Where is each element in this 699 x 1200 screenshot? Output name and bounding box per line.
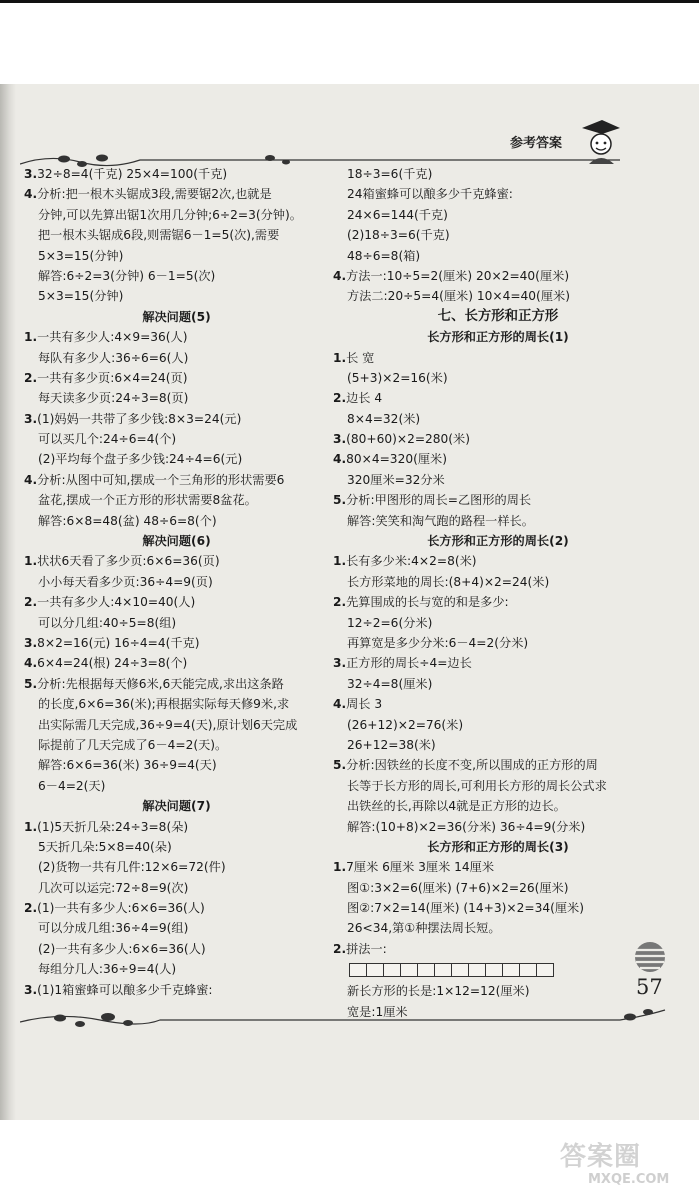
answer-text: 8×2=16(元) 16÷4=4(千克) xyxy=(37,635,200,650)
answer-item xyxy=(24,368,329,388)
answer-item xyxy=(333,939,663,959)
answer-line: 再算宽是多少分米:6－4=2(分米) xyxy=(347,635,529,650)
answer-item xyxy=(24,898,329,918)
item-number: 5. xyxy=(333,758,347,773)
viewer-top-bar xyxy=(0,0,699,84)
section-heading: 长方形和正方形的周长(3) xyxy=(427,839,569,854)
item-number: 4. xyxy=(24,187,38,202)
answer-line: 24箱蜜蜂可以酿多少千克蜂蜜: xyxy=(347,187,513,202)
answer-line: 长等于长方形的周长,可利用长方形的周长公式求 xyxy=(347,778,607,793)
answer-item xyxy=(333,653,663,673)
answer-line: 5×3=15(分钟) xyxy=(38,248,124,263)
item-number: 2. xyxy=(24,901,38,916)
item-number: 1. xyxy=(24,554,38,569)
answer-line: (26+12)×2=76(米) xyxy=(347,717,464,732)
answer-item xyxy=(24,409,329,429)
answer-line: 新长方形的长是:1×12=12(厘米) xyxy=(347,984,530,999)
answer-line: 解答:6÷2=3(分钟) 6－1=5(次) xyxy=(38,268,216,283)
answer-text: 分析:甲图形的周长=乙图形的周长 xyxy=(346,493,532,508)
section-heading: 解决问题(7) xyxy=(142,799,211,814)
item-number: 3. xyxy=(24,635,38,650)
grid-cell xyxy=(366,963,384,977)
scholar-mascot-icon xyxy=(574,118,624,166)
watermark-logo: 答案圈 xyxy=(560,1142,642,1172)
answer-line: 每组分几人:36÷9=4(人) xyxy=(38,962,177,977)
answer-line: (2)货物一共有几件:12×6=72(件) xyxy=(38,860,226,875)
answer-line: 解答:6×8=48(盆) 48÷6=8(个) xyxy=(38,513,217,528)
answer-text: 正方形的周长÷4=边长 xyxy=(346,656,472,671)
answer-text: 分析:从图中可知,摆成一个三角形的形状需要6 xyxy=(37,472,285,487)
stripe-ball-icon xyxy=(628,940,668,974)
answer-text: 方法一:10÷5=2(厘米) 20×2=40(厘米) xyxy=(346,268,570,283)
grid-cell xyxy=(451,963,469,977)
answer-line: 图②:7×2=14(厘米) (14+3)×2=34(厘米) xyxy=(347,901,584,916)
answer-item xyxy=(24,164,329,184)
answer-item xyxy=(24,980,329,1000)
answer-item xyxy=(24,653,329,673)
grid-cell xyxy=(383,963,401,977)
answer-line: 几次可以运完:72÷8=9(次) xyxy=(38,880,189,895)
answer-line: 5天折几朵:5×8=40(朵) xyxy=(38,839,172,854)
answer-line: 320厘米=32分米 xyxy=(347,472,445,487)
item-number: 5. xyxy=(333,493,347,508)
answer-text: 状状6天看了多少页:6×6=36(页) xyxy=(37,554,220,569)
answer-line: 出铁丝的长,再除以4就是正方形的边长。 xyxy=(347,799,566,814)
answer-item xyxy=(333,348,663,368)
answer-line: 分钟,可以先算出锯1次用几分钟;6÷2=3(分钟)。 xyxy=(38,207,302,222)
answer-line: (5+3)×2=16(米) xyxy=(347,370,448,385)
section-heading: 解决问题(5) xyxy=(142,309,211,324)
header-answer-label: 参考答案 xyxy=(510,136,563,151)
answer-line: 方法二:20÷5=4(厘米) 10×4=40(厘米) xyxy=(347,289,570,304)
answer-line: 18÷3=6(千克) xyxy=(347,167,433,181)
item-number: 1. xyxy=(333,860,347,875)
answer-line: 6－4=2(天) xyxy=(38,778,106,793)
item-number: 3. xyxy=(333,432,347,447)
answer-text: 32÷8=4(千克) 25×4=100(千克) xyxy=(37,167,228,181)
answer-item xyxy=(333,388,663,408)
answer-item xyxy=(24,633,329,653)
answer-line: 盆花,摆成一个正方形的形状需要8盆花。 xyxy=(38,493,257,508)
section-heading: 长方形和正方形的周长(1) xyxy=(427,330,569,345)
answer-item xyxy=(333,551,663,571)
answer-text: 分析:把一根木头锯成3段,需要锯2次,也就是 xyxy=(37,187,272,202)
answer-line: 24×6=144(千克) xyxy=(347,207,448,222)
grid-cell xyxy=(417,963,435,977)
grid-diagram xyxy=(349,963,663,977)
answer-text: 一共有多少人:4×9=36(人) xyxy=(37,330,188,345)
grid-cell xyxy=(502,963,520,977)
answer-text: 一共有多少页:6×4=24(页) xyxy=(37,370,188,385)
item-number: 1. xyxy=(24,330,38,345)
answer-line: (2)平均每个盘子多少钱:24÷4=6(元) xyxy=(38,452,243,467)
page-number: 57 xyxy=(636,975,663,999)
answer-item xyxy=(24,674,329,694)
answer-line: 每天读多少页:24÷3=8(页) xyxy=(38,391,189,406)
answer-item xyxy=(24,551,329,571)
answer-text: 边长 4 xyxy=(346,391,383,406)
answer-line: 把一根木头锯成6段,则需锯6－1=5(次),需要 xyxy=(38,228,280,243)
answer-line: 图①:3×2=6(厘米) (7+6)×2=26(厘米) xyxy=(347,880,569,895)
item-number: 1. xyxy=(333,554,347,569)
item-number: 2. xyxy=(24,370,38,385)
item-number: 2. xyxy=(24,595,38,610)
answer-text: 7厘米 6厘米 3厘米 14厘米 xyxy=(346,860,495,875)
item-number: 1. xyxy=(24,819,38,834)
answer-line: 际提前了几天完成了6－4=2(天)。 xyxy=(38,737,228,752)
answer-line: 小小每天看多少页:36÷4=9(页) xyxy=(38,574,213,589)
answer-line: 26+12=38(米) xyxy=(347,737,436,752)
item-number: 1. xyxy=(333,350,347,365)
answer-item xyxy=(24,470,329,490)
grid-cell xyxy=(468,963,486,977)
item-number: 4. xyxy=(333,268,347,283)
answer-text: 6×4=24(根) 24÷3=8(个) xyxy=(37,656,188,671)
answer-item xyxy=(333,694,663,714)
answer-line: 12÷2=6(分米) xyxy=(347,615,433,630)
answer-line: 可以分几组:40÷5=8(组) xyxy=(38,615,177,630)
answer-text: (1)一共有多少人:6×6=36(人) xyxy=(37,901,205,916)
grid-cell xyxy=(536,963,554,977)
answer-line: 长方形菜地的周长:(8+4)×2=24(米) xyxy=(347,574,550,589)
item-number: 2. xyxy=(333,595,347,610)
answer-line: 解答:(10+8)×2=36(分米) 36÷4=9(分米) xyxy=(347,819,586,834)
answer-line: 解答:笑笑和淘气跑的路程一样长。 xyxy=(347,513,534,528)
answer-text: 一共有多少人:4×10=40(人) xyxy=(37,595,196,610)
section-heading: 长方形和正方形的周长(2) xyxy=(427,534,569,549)
answer-item xyxy=(333,857,663,877)
answer-text: 分析:先根据每天修6米,6天能完成,求出这条路 xyxy=(37,676,284,691)
answer-line: 26<34,第①种摆法周长短。 xyxy=(347,921,501,936)
answer-item xyxy=(333,266,663,286)
answer-item xyxy=(333,592,663,612)
answer-text: 长 宽 xyxy=(346,350,375,365)
item-number: 4. xyxy=(24,656,38,671)
answer-item xyxy=(333,449,663,469)
answer-line: 5×3=15(分钟) xyxy=(38,289,124,304)
answer-item xyxy=(333,490,663,510)
left-answer-column xyxy=(24,164,329,1000)
section-heading: 七、长方形和正方形 xyxy=(437,308,559,324)
item-number: 3. xyxy=(24,982,38,997)
watermark-url: MXQE.COM xyxy=(588,1172,670,1187)
grid-cell xyxy=(400,963,418,977)
item-number: 4. xyxy=(24,472,38,487)
section-heading: 解决问题(6) xyxy=(142,534,211,549)
answer-item xyxy=(24,817,329,837)
answer-line: (2)一共有多少人:6×6=36(人) xyxy=(38,941,206,956)
grid-cell xyxy=(434,963,452,977)
answer-text: 80×4=320(厘米) xyxy=(346,452,447,467)
grid-cell xyxy=(349,963,367,977)
answer-text: (1)5天折几朵:24÷3=8(朵) xyxy=(37,819,189,834)
grid-cell xyxy=(485,963,503,977)
grid-cell xyxy=(519,963,537,977)
answer-text: 拼法一: xyxy=(346,941,387,956)
answer-text: 分析:因铁丝的长度不变,所以围成的正方形的周 xyxy=(346,758,598,773)
answer-text: 周长 3 xyxy=(346,697,383,712)
answer-line: 32÷4=8(厘米) xyxy=(347,676,433,691)
answer-line: 出实际需几天完成,36÷9=4(天),原计划6天完成 xyxy=(38,717,298,732)
answer-line: 8×4=32(米) xyxy=(347,411,421,426)
item-number: 5. xyxy=(24,676,38,691)
vine-decoration-bottom xyxy=(20,1008,670,1034)
answer-item xyxy=(333,755,663,775)
page-spine-shadow xyxy=(0,84,16,1120)
answer-line: 的长度,6×6=36(米);再根据实际每天修9米,求 xyxy=(38,697,290,712)
item-number: 3. xyxy=(24,411,38,426)
answer-item xyxy=(24,592,329,612)
item-number: 4. xyxy=(333,452,347,467)
answer-line: 解答:6×6=36(米) 36÷9=4(天) xyxy=(38,758,217,773)
item-number: 2. xyxy=(333,391,347,406)
answer-text: (80+60)×2=280(米) xyxy=(346,432,470,447)
answer-text: (1)妈妈一共带了多少钱:8×3=24(元) xyxy=(37,411,242,426)
answer-item xyxy=(333,429,663,449)
answer-item xyxy=(24,327,329,347)
answer-item xyxy=(24,184,329,204)
right-answer-column xyxy=(333,164,663,1022)
answer-line: 可以分成几组:36÷4=9(组) xyxy=(38,921,189,936)
answer-line: 48÷6=8(箱) xyxy=(347,248,421,263)
item-number: 3. xyxy=(24,167,38,181)
answer-line: (2)18÷3=6(千克) xyxy=(347,228,450,243)
item-number: 4. xyxy=(333,697,347,712)
answer-line: 宽是:1厘米 xyxy=(347,1004,408,1019)
item-number: 3. xyxy=(333,656,347,671)
answer-text: (1)1箱蜜蜂可以酿多少千克蜂蜜: xyxy=(37,982,213,997)
answer-line: 每队有多少人:36÷6=6(人) xyxy=(38,350,189,365)
answer-text: 长有多少米:4×2=8(米) xyxy=(346,554,477,569)
answer-line: 可以买几个:24÷6=4(个) xyxy=(38,432,177,447)
item-number: 2. xyxy=(333,941,347,956)
answer-text: 先算围成的长与宽的和是多少: xyxy=(346,595,509,610)
